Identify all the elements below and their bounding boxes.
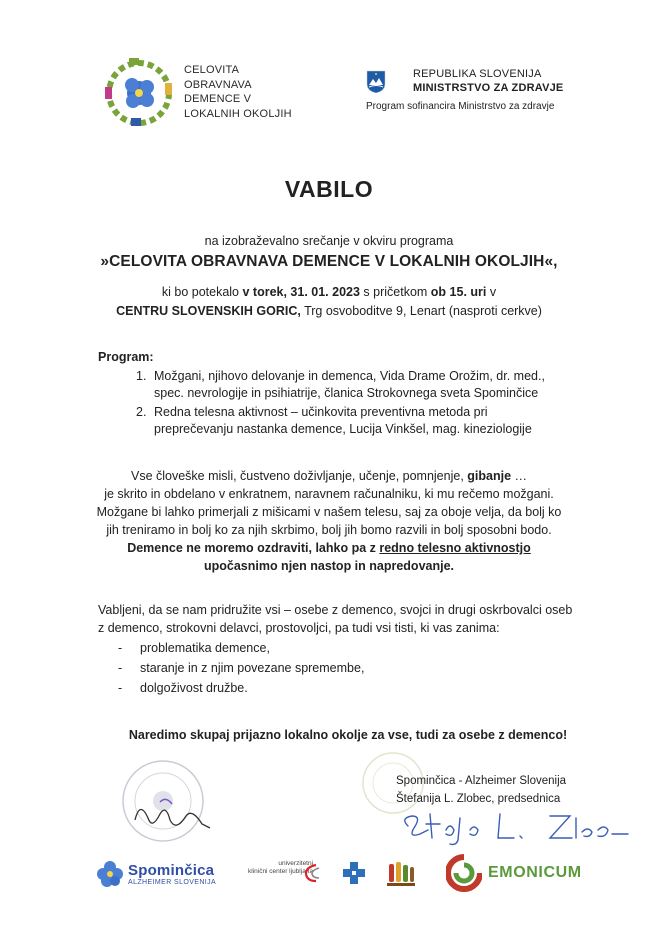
invitation-text — [98, 601, 598, 637]
list-item: - dolgoživost družbe. — [118, 678, 364, 698]
logo-text-line: LOKALNIH OKOLJIH — [184, 107, 292, 120]
program-item-line: preprečevanju nastanka demence, Lucija Vinkšel, mag. kineziologije — [154, 422, 532, 436]
event-place: CENTRU SLOVENSKIH GORIC, — [116, 304, 301, 318]
logo-text-line: OBRAVNAVA — [184, 78, 252, 91]
quote-line1-bold: gibanje — [467, 469, 512, 483]
program-label: Program: — [98, 350, 154, 364]
signatory-organization: Spominčica - Alzheimer Slovenija — [396, 775, 567, 787]
quote-line5-underlined: redno telesno aktivnostjo — [379, 541, 531, 555]
logo-text-line: DEMENCE V — [184, 93, 252, 105]
program-item — [136, 368, 576, 402]
event-time: ob 15. uri — [430, 285, 487, 299]
invite-line: Vabljeni, da se nam pridružite vsi – osebe z demenco, svojci in drugi oskrbovalci oseb — [98, 603, 573, 617]
program-name: »CELOVITA OBRAVNAVA DEMENCE V LOKALNIH OKOLJIH«, — [100, 253, 558, 270]
event-when — [0, 285, 658, 299]
forget-me-not-icon — [95, 859, 125, 889]
when-post: v — [486, 285, 497, 299]
page-title: VABILO — [284, 176, 374, 202]
quote-line5-pre: Demence ne moremo ozdraviti, lahko pa z — [127, 541, 380, 555]
quote-line: je skrito in obdelano v enkratnem, naravnem računalniku, ki mu rečemo možgani. — [104, 487, 554, 501]
event-address: Trg osvoboditve 9, Lenart (nasproti cerkve) — [300, 304, 542, 318]
signatory-name: Štefanija L. Zlobec, predsednica — [396, 793, 561, 805]
list-item: - staranje in z njim povezane spremembe, — [118, 658, 364, 678]
quote-line: jih treniramo in bolj ko za njih skrbimo, bolj jih bomo razvili in bolj sposobni bodo. — [106, 523, 552, 537]
spomincica-name: Spominčica — [128, 862, 215, 879]
quote-line: upočasnimo njen nastop in napredovanje. — [203, 559, 455, 573]
event-date: v torek, 31. 01. 2023 — [242, 285, 360, 299]
invite-line: z demenco, strokovni delavci, prostovoljci, pa tudi vsi tisti, ki vas zanima: — [98, 621, 500, 635]
emonicum-name: EMONICUM — [488, 864, 582, 881]
brain-quote — [0, 467, 658, 575]
topic-list — [118, 638, 364, 698]
signature-right-icon — [400, 808, 630, 848]
list-item-text: dolgoživost družbe. — [140, 681, 248, 695]
program-item-line: Redna telesna aktivnost – učinkovita preventivna metoda pri — [154, 405, 488, 419]
program-item-line: Možgani, njihovo delovanje in demenca, Vida Drame Orožim, dr. med., — [154, 369, 545, 383]
ukc-line: univerzitetni — [278, 860, 314, 867]
quote-line — [0, 539, 658, 557]
quote-line1-pre: Vse človeške misli, čustveno doživljanje, učenje, pomnjenje, — [130, 469, 468, 483]
list-item-text: staranje in z njim povezane spremembe, — [140, 661, 365, 675]
medical-cross-icon — [341, 860, 367, 886]
when-mid: s pričetkom — [359, 285, 431, 299]
ukc-mark-icon — [302, 862, 324, 884]
ministry-name: MINISTRSTVO ZA ZDRAVJE — [413, 82, 564, 94]
list-item: - problematika demence, — [118, 638, 364, 658]
spomincica-subtitle: ALZHEIMER SLOVENIJA — [128, 879, 217, 886]
vineyard-trees-icon — [386, 858, 416, 888]
logo-text-line: CELOVITA — [184, 64, 240, 76]
closing-statement: Naredimo skupaj prijazno lokalno okolje za vse, tudi za osebe z demenco! — [128, 728, 568, 742]
slovenia-crest-icon — [366, 70, 386, 94]
quote-line — [0, 467, 658, 485]
when-pre: ki bo potekalo — [161, 285, 243, 299]
celovita-obravnava-logo-icon — [98, 52, 180, 134]
intro-text: na izobraževalno srečanje v okviru programa — [204, 234, 454, 248]
program-item-number: 2. — [136, 405, 147, 419]
program-item-number: 1. — [136, 369, 147, 383]
quote-line1-post: … — [511, 469, 528, 483]
spomincica-logo — [95, 857, 216, 891]
emonicum-mark-icon — [446, 853, 482, 893]
list-item-text: problematika demence, — [140, 641, 270, 655]
ukc-line: klinični center ljubljana — [248, 867, 314, 875]
program-item — [136, 404, 576, 438]
program-list — [136, 368, 576, 440]
ministry-republic: REPUBLIKA SLOVENIJA — [413, 68, 542, 80]
event-where — [0, 304, 658, 318]
celovita-logo-text — [184, 63, 292, 121]
signature-left-icon — [130, 790, 220, 840]
program-item-line: spec. nevrologije in psihiatrije, članica Strokovnega sveta Spominčice — [154, 386, 539, 400]
ministry-funding-note: Program sofinancira Ministrstvo za zdravje — [366, 101, 555, 112]
quote-line: Možgane bi lahko primerjali z mišicami v našem telesu, saj za oboje velja, da bolj ko — [96, 505, 562, 519]
